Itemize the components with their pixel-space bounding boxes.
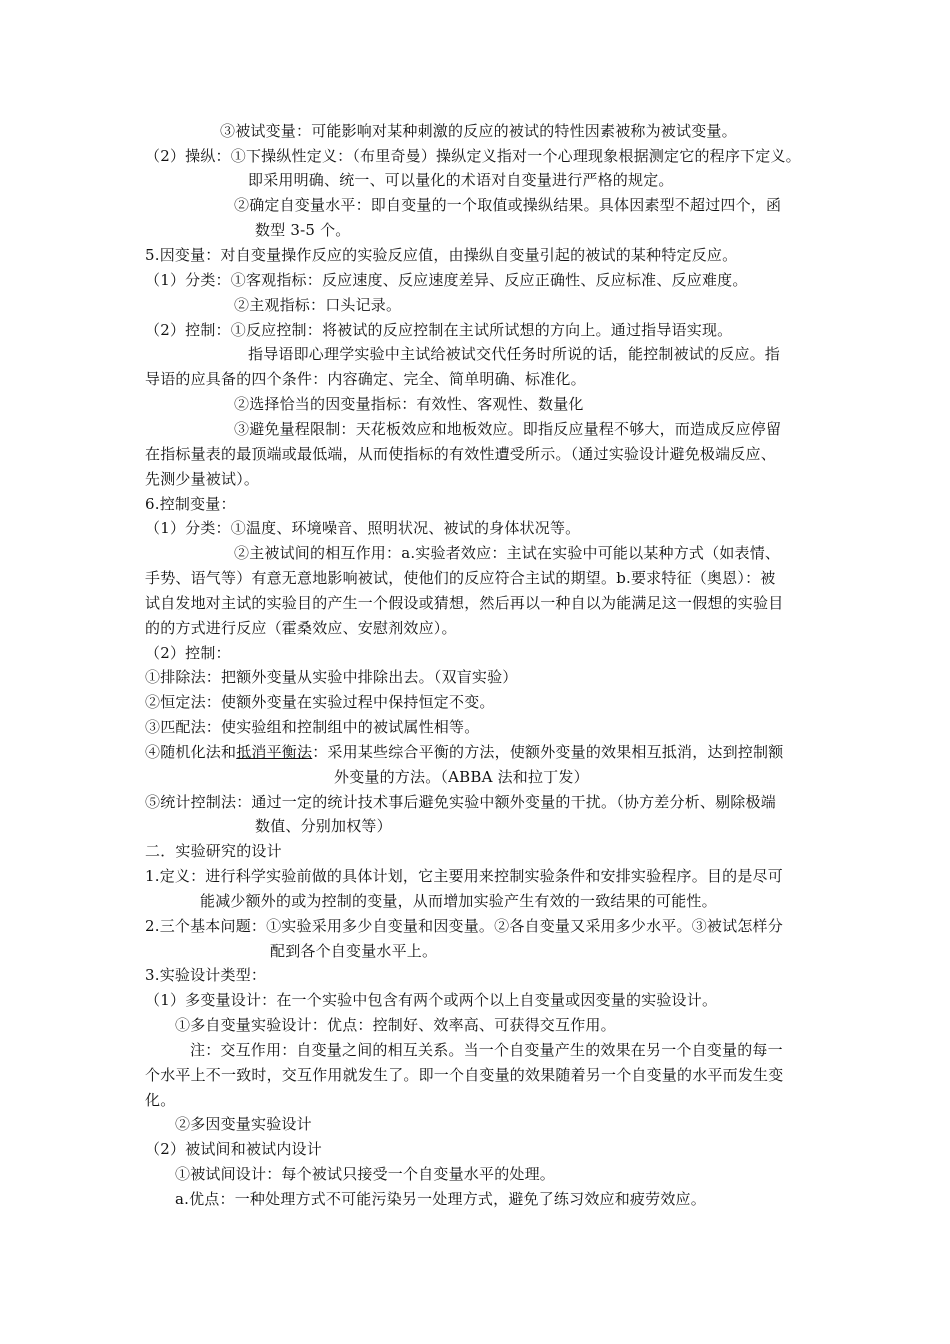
- text-segment: ④随机化法和: [145, 743, 237, 761]
- text-line: 化。: [145, 1091, 176, 1109]
- text-line: 数型 3-5 个。: [255, 221, 351, 239]
- text-line: ①排除法：把额外变量从实验中排除出去。（双盲实验）: [145, 668, 518, 686]
- text-line: [145, 741, 783, 763]
- text-line: 在指标量表的最顶端或最低端，从而使指标的有效性遭受所示。（通过实验设计避免极端反应、: [145, 445, 776, 463]
- text-line: ②恒定法：使额外变量在实验过程中保持恒定不变。: [145, 693, 495, 711]
- text-line: （1）多变量设计：在一个实验中包含有两个或两个以上自变量或因变量的实验设计。: [145, 991, 718, 1009]
- text-line: （2）控制：①反应控制：将被试的反应控制在主试所试想的方向上。通过指导语实现。: [145, 321, 733, 339]
- text-line: 1.定义：进行科学实验前做的具体计划，它主要用来控制实验条件和安排实验程序。目的是尽可: [145, 867, 783, 885]
- text-line: 外变量的方法。（ABBA 法和拉丁发）: [334, 768, 589, 786]
- chapter-heading: 二．实验研究的设计: [145, 842, 282, 860]
- text-line: 的的方式进行反应（霍桑效应、安慰剂效应）。: [145, 619, 457, 637]
- text-line: 3.实验设计类型：: [145, 966, 267, 984]
- text-line: ②选择恰当的因变量指标：有效性、客观性、数量化: [234, 395, 584, 413]
- text-line: ①被试间设计：每个被试只接受一个自变量水平的处理。: [175, 1165, 556, 1183]
- text-line: ①多自变量实验设计：优点：控制好、效率高、可获得交互作用。: [175, 1016, 616, 1034]
- text-line: ⑤统计控制法：通过一定的统计技术事后避免实验中额外变量的干扰。（协方差分析、剔除极端: [145, 793, 776, 811]
- text-line: 数值、分别加权等）: [255, 817, 392, 835]
- text-line: a.优点：一种处理方式不可能污染另一处理方式，避免了练习效应和疲劳效应。: [175, 1190, 706, 1208]
- text-line: 个水平上不一致时，交互作用就发生了。即一个自变量的效果随着另一个自变量的水平而发生变: [145, 1066, 784, 1084]
- text-segment: ：采用某些综合平衡的方法，使额外变量的效果相互抵消，达到控制额: [312, 743, 784, 761]
- text-line: 指导语即心理学实验中主试给被试交代任务时所说的话，能控制被试的反应。指: [248, 345, 781, 363]
- text-line: （1）分类：①客观指标：反应速度、反应速度差异、反应正确性、反应标准、反应难度。: [145, 271, 748, 289]
- text-line: 导语的应具备的四个条件：内容确定、完全、简单明确、标准化。: [145, 370, 586, 388]
- text-line: 试自发地对主试的实验目的产生一个假设或猜想，然后再以一种自以为能满足这一假想的实验目: [145, 594, 784, 612]
- text-line: 即采用明确、统一、可以量化的术语对自变量进行严格的规定。: [248, 171, 674, 189]
- text-line: 先测少量被试）。: [145, 470, 260, 488]
- text-line: 能减少额外的或为控制的变量，从而增加实验产生有效的一致结果的可能性。: [200, 892, 717, 910]
- text-line: 配到各个自变量水平上。: [270, 942, 438, 960]
- text-line: 手势、语气等）有意无意地影响被试，使他们的反应符合主试的期望。b.要求特征（奥恩）：被: [145, 569, 776, 587]
- underlined-term: 抵消平衡法: [236, 743, 313, 761]
- text-line: ③被试变量：可能影响对某种刺激的反应的被试的特性因素被称为被试变量。: [220, 122, 737, 140]
- text-line: （2）控制：: [145, 644, 231, 662]
- text-line: ③匹配法：使实验组和控制组中的被试属性相等。: [145, 718, 480, 736]
- text-line: ②多因变量实验设计: [175, 1115, 312, 1133]
- text-line: ②主观指标：口头记录。: [234, 296, 402, 314]
- text-line: 注：交互作用：自变量之间的相互关系。当一个自变量产生的效果在另一个自变量的每一: [190, 1041, 783, 1059]
- text-line: （1）分类：①温度、环境噪音、照明状况、被试的身体状况等。: [145, 519, 581, 537]
- text-line: ②主被试间的相互作用：a.实验者效应：主试在实验中可能以某种方式（如表情、: [234, 544, 781, 562]
- section-heading: 6.控制变量：: [145, 495, 236, 513]
- text-line: ③避免量程限制：天花板效应和地板效应。即指反应量程不够大，而造成反应停留: [234, 420, 782, 438]
- text-line: （2）被试间和被试内设计: [145, 1140, 322, 1158]
- text-line: （2）操纵：①下操纵性定义：（布里奇曼）操纵定义指对一个心理现象根据测定它的程序下定义。: [145, 147, 801, 165]
- text-line: 2.三个基本问题：①实验采用多少自变量和因变量。②各自变量又采用多少水平。③被试怎样分: [145, 917, 783, 935]
- text-line: ②确定自变量水平：即自变量的一个取值或操纵结果。具体因素型不超过四个，函: [234, 196, 782, 214]
- section-heading: 5.因变量：对自变量操作反应的实验反应值，由操纵自变量引起的被试的某种特定反应。: [145, 246, 738, 264]
